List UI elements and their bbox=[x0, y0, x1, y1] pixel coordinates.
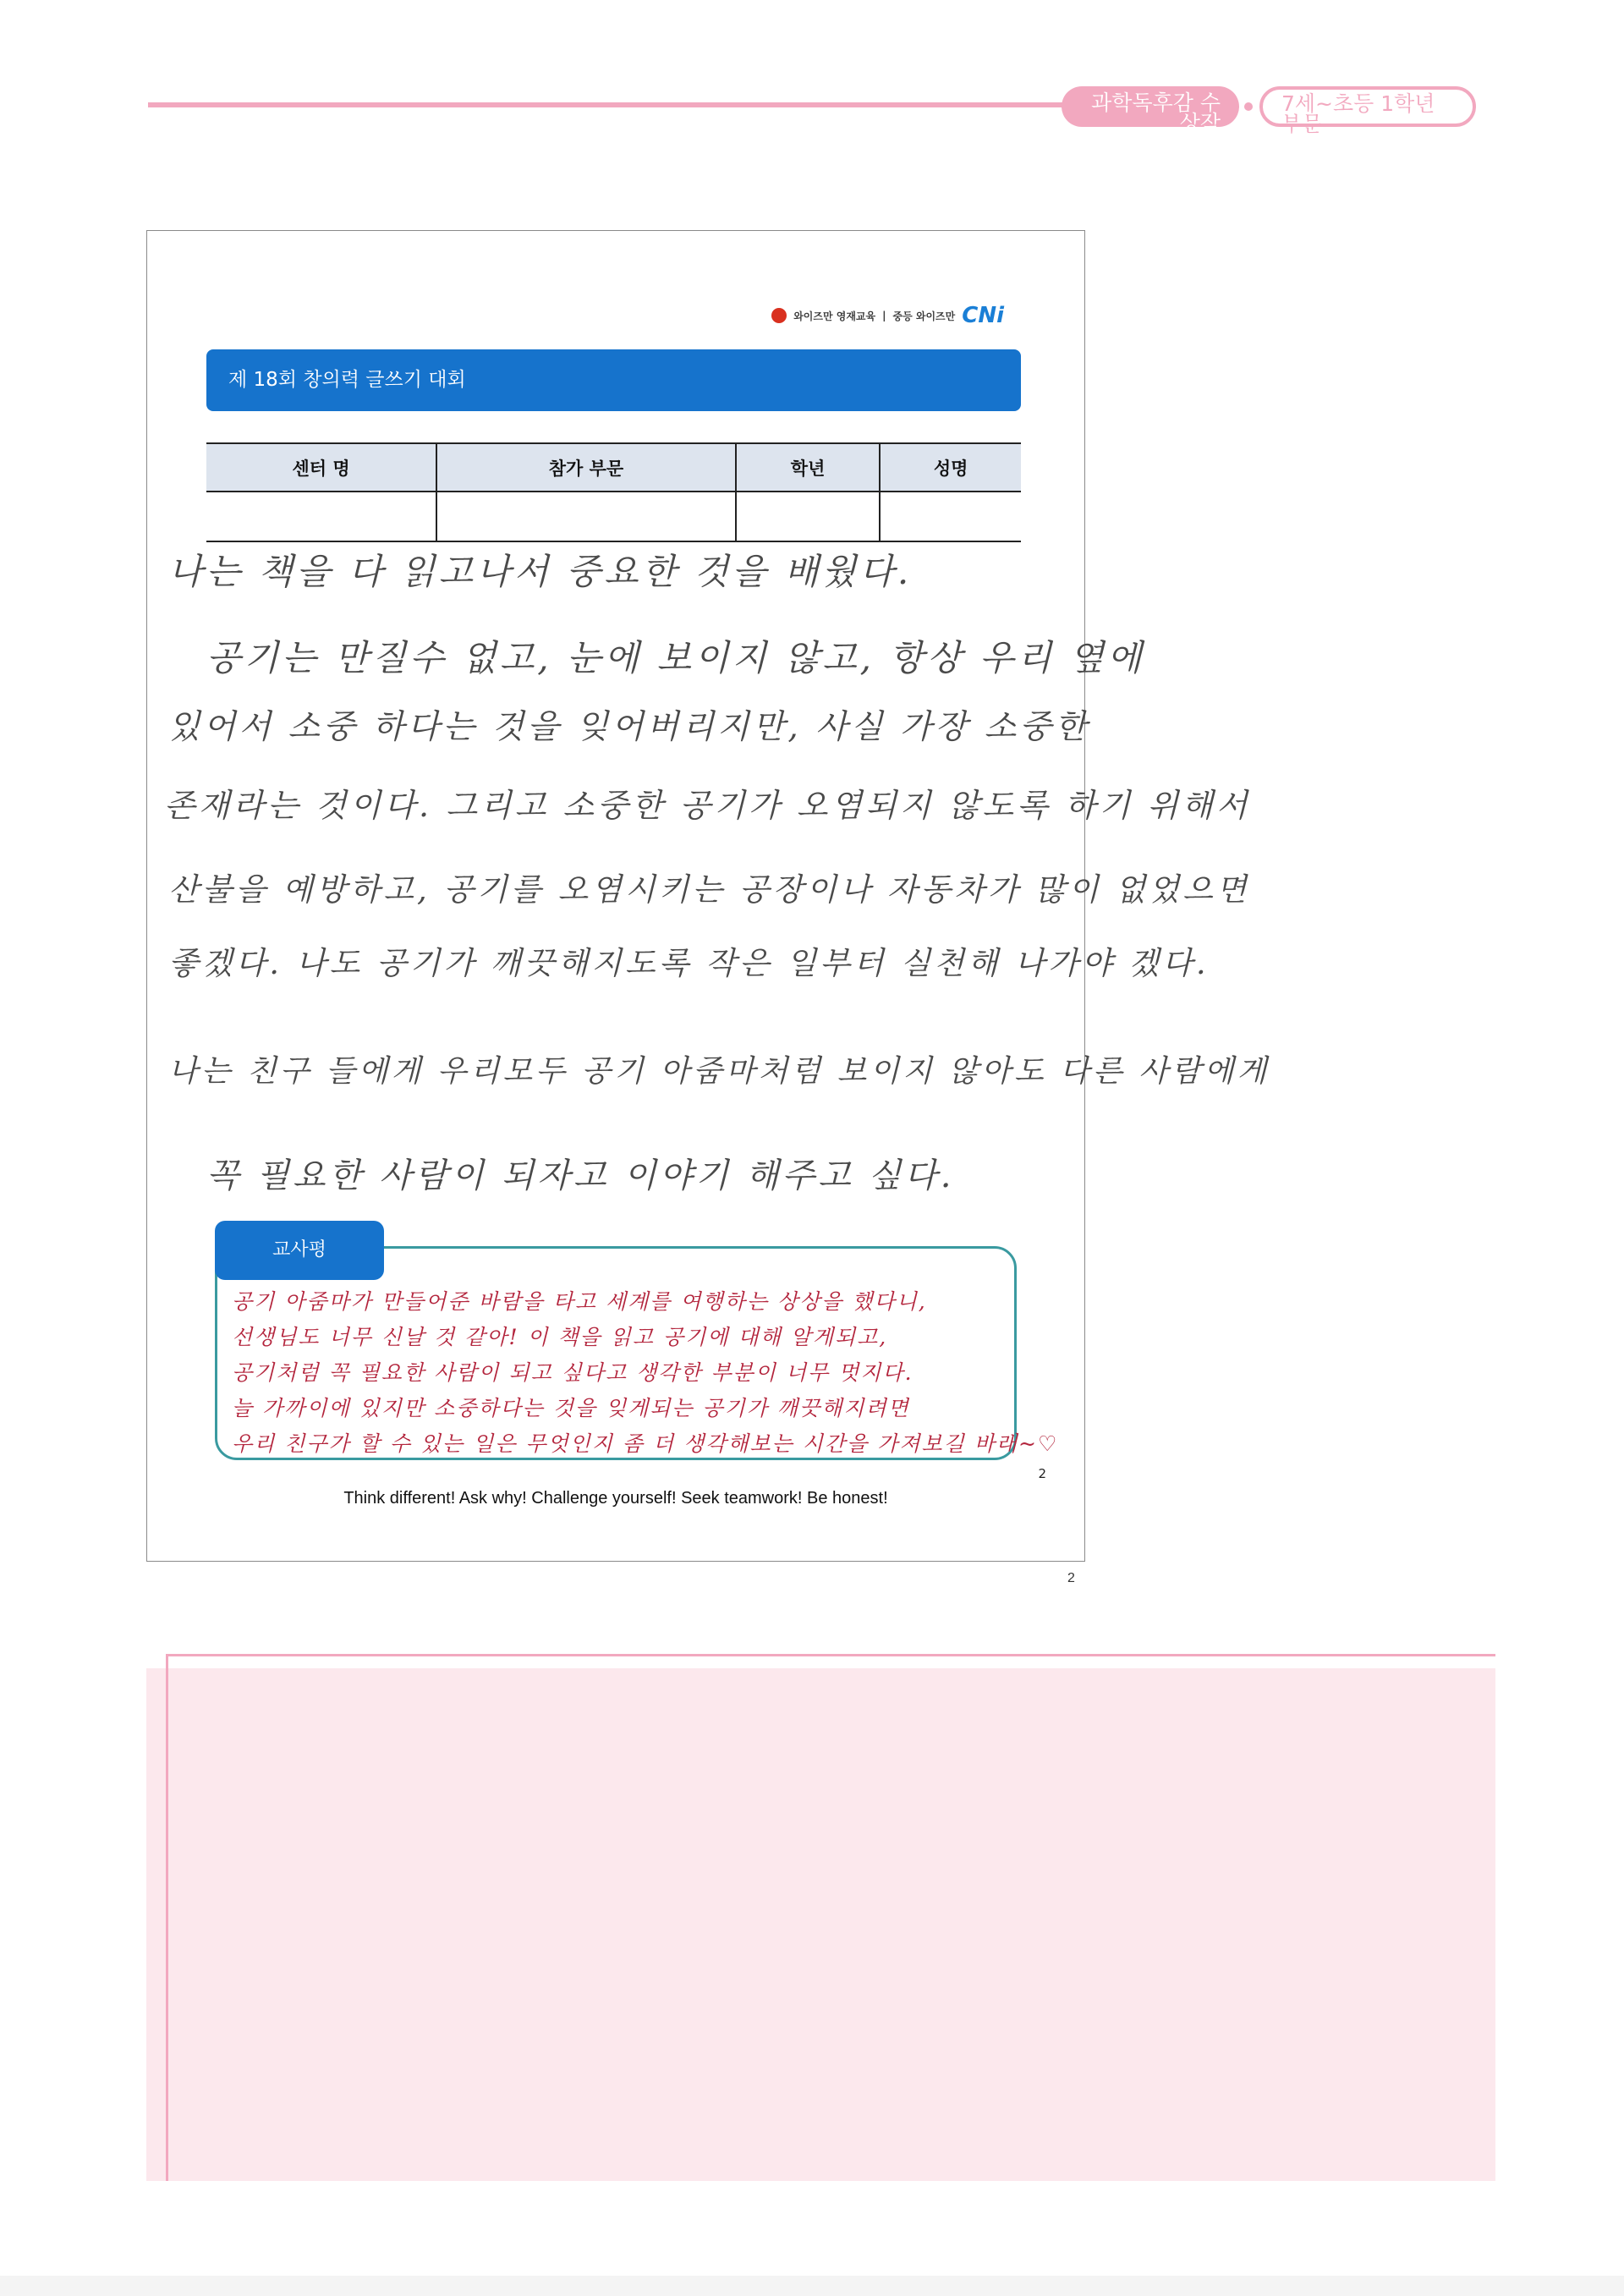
contest-title-banner: 제 18회 창의력 글쓰기 대회 bbox=[206, 349, 1021, 411]
wiseman-motto: Think different! Ask why! Challenge yourself! Seek teamwork! Be honest! bbox=[343, 1489, 888, 1508]
badge-separator-dot bbox=[1244, 102, 1253, 111]
notes-panel bbox=[146, 1668, 1495, 2181]
essay-line: 존재라는 것이다. 그리고 소중한 공기가 오염되지 않도록 하기 위해서 bbox=[164, 787, 1251, 824]
category-badge: 과학독후감 수상작 bbox=[1062, 86, 1239, 127]
notes-panel-left-rule bbox=[166, 1654, 168, 2181]
header-grade: 학년 bbox=[736, 443, 880, 492]
notes-panel-top-rule bbox=[166, 1654, 1495, 1656]
scanned-essay-page bbox=[146, 230, 1270, 1562]
middle-school-logo-text: 중등 와이즈만 bbox=[892, 310, 956, 322]
teacher-comment-line: 우리 친구가 할 수 있는 일은 무엇인지 좀 더 생각해보는 시간을 가져보길 바래~♡ bbox=[232, 1431, 1059, 1456]
wiseman-logo-text: 와이즈만 영재교육 bbox=[793, 310, 876, 322]
table-header-row bbox=[206, 443, 1021, 492]
logo-separator: | bbox=[882, 310, 886, 321]
teacher-comment-line: 공기 아줌마가 만들어준 바람을 타고 세계를 여행하는 상상을 했다니, bbox=[232, 1289, 927, 1314]
cni-logo: CNi bbox=[962, 303, 1004, 328]
bottom-margin bbox=[0, 2276, 1624, 2296]
grade-cell bbox=[736, 492, 880, 541]
essay-line: 나는 친구 들에게 우리모두 공기 아줌마처럼 보이지 않아도 다른 사람에게 bbox=[168, 1054, 1270, 1089]
header-center-name: 센터 명 bbox=[206, 443, 436, 492]
entrant-info-table bbox=[206, 442, 1021, 542]
teacher-comment bbox=[232, 1284, 1059, 1462]
page-number: 2 bbox=[1067, 1571, 1075, 1585]
name-cell bbox=[880, 492, 1021, 541]
essay-line: 있어서 소중 하다는 것을 잊어버리지만, 사실 가장 소중한 bbox=[168, 708, 1090, 746]
sponsor-logos bbox=[771, 303, 1004, 328]
header-division: 참가 부문 bbox=[436, 443, 736, 492]
essay-line: 공기는 만질수 없고, 눈에 보이지 않고, 항상 우리 옆에 bbox=[206, 637, 1145, 678]
wiseman-logo-icon bbox=[771, 308, 787, 323]
header-name: 성명 bbox=[880, 443, 1021, 492]
essay-line: 꼭 필요한 사람이 되자고 이야기 해주고 싶다. bbox=[206, 1156, 955, 1195]
center-name-cell bbox=[206, 492, 436, 541]
table-row bbox=[206, 492, 1021, 541]
division-cell bbox=[436, 492, 736, 541]
division-badge: 7세~초등 1학년 부문 bbox=[1259, 86, 1476, 127]
essay-line: 좋겠다. 나도 공기가 깨끗해지도록 작은 일부터 실천해 나가야 겠다. bbox=[168, 945, 1210, 981]
teacher-comment-line: 늘 가까이에 있지만 소중하다는 것을 잊게되는 공기가 깨끗해지려면 bbox=[232, 1396, 910, 1420]
essay-line: 나는 책을 다 읽고나서 중요한 것을 배웠다. bbox=[168, 551, 913, 592]
teacher-comment-line: 공기처럼 꼭 필요한 사람이 되고 싶다고 생각한 부분이 너무 멋지다. bbox=[232, 1360, 914, 1385]
teacher-comment-label: 교사평 bbox=[215, 1221, 384, 1280]
header-rule bbox=[148, 102, 1078, 107]
essay-line: 산불을 예방하고, 공기를 오염시키는 공장이나 자동차가 많이 없었으면 bbox=[168, 871, 1250, 908]
inner-page-number: 2 bbox=[1038, 1466, 1046, 1481]
teacher-comment-line: 선생님도 너무 신날 것 같아! 이 책을 읽고 공기에 대해 알게되고, bbox=[232, 1325, 888, 1349]
